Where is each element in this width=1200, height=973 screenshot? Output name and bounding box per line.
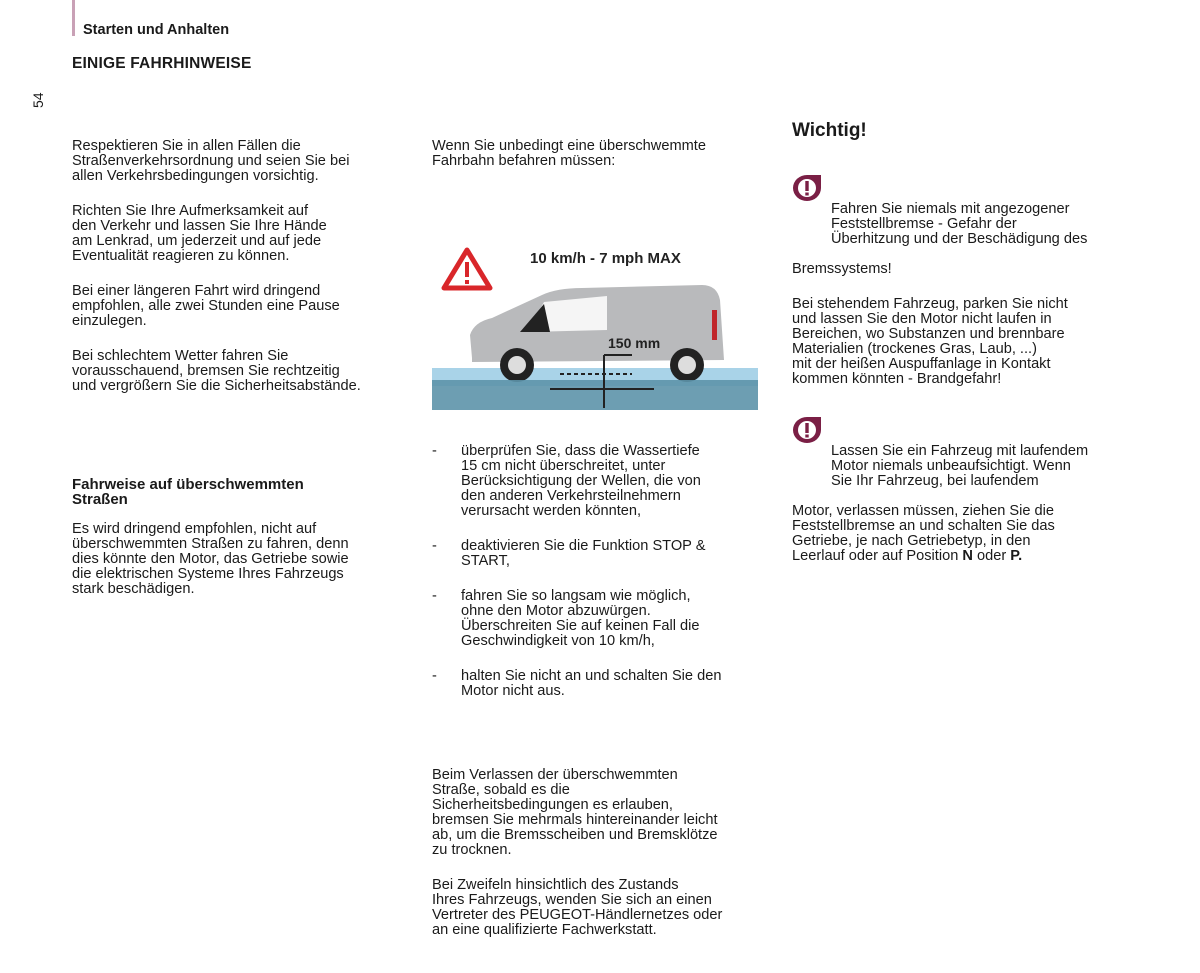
chapter-marker-bar (72, 0, 75, 36)
list-item (432, 539, 782, 569)
list-item (432, 589, 782, 649)
warning-running-engine (792, 414, 1152, 579)
warning-text-rest: Motor, verlassen müssen, ziehen Sie die Feststellbremse an und schalten Sie das Getriebe, je nach Getriebetyp, in den Leerlauf oder auf Position (792, 503, 1055, 564)
middle-column (432, 124, 782, 973)
flood-heading: Fahrweise auf überschwemmten Straßen (72, 476, 304, 508)
page-number: 54 (30, 92, 46, 108)
list-item-text: fahren Sie so langsam wie möglich, ohne den Motor abzuwürgen. Überschreiten Sie auf keinen Fall die Geschwindigkeit von 10 km/h, (461, 588, 700, 649)
warning-text-cont (792, 504, 1152, 564)
list-item-text: halten Sie nicht an und schalten Sie den Motor nicht aus. (461, 668, 722, 699)
section-title: Starten und Anhalten (83, 22, 230, 38)
important-heading: Wichtig! (792, 120, 867, 141)
intro-column (72, 124, 422, 414)
warning-exclamation-icon (792, 174, 822, 202)
list-item (432, 444, 782, 519)
list-item (432, 669, 782, 699)
flood-text: Es wird dringend empfohlen, nicht auf überschwemmten Straßen zu fahren, denn dies könnte den Motor, das Getriebe sowie die elektrischen Systeme Ihres Fahrzeugs stark beschädigen. (72, 521, 349, 597)
warning-exclamation-icon (792, 416, 822, 444)
warning-triangle-icon (444, 250, 490, 288)
list-marker: - (432, 443, 437, 459)
paragraph: Respektieren Sie in allen Fällen die Straßenverkehrsordnung und seien Sie bei allen Verkehrsbedingungen vorsichtig. (72, 138, 350, 184)
list-marker: - (432, 538, 437, 554)
flood-instructions-list (432, 429, 782, 719)
list-item-text: deaktivieren Sie die Funktion STOP & START, (461, 538, 706, 569)
paragraph: Bei stehendem Fahrzeug, parken Sie nicht und lassen Sie den Motor nicht laufen in Bereichen, wo Substanzen und brennbare Materialien (trockenes Gras, Laub, ...) mit der heißen Auspuffanlage in Kontakt kommen könnten - Brandgefahr! (792, 296, 1068, 387)
water-dark (432, 380, 758, 410)
connector-text: oder (972, 548, 1011, 564)
depth-label: 150 mm (608, 335, 661, 351)
page-title: EINIGE FAHRHINWEISE (72, 55, 252, 72)
warning-text: Lassen Sie ein Fahrzeug mit laufendem Motor niemals unbeaufsichtigt. Wenn Sie Ihr Fahrzeug, bei laufendem (831, 443, 1089, 489)
paragraph: Bei einer längeren Fahrt wird dringend empfohlen, alle zwei Stunden eine Pause einzulegen. (72, 283, 340, 329)
paragraph: Richten Sie Ihre Aufmerksamkeit auf den Verkehr und lassen Sie Ihre Hände am Lenkrad, um jederzeit und auf jede Eventualität reagieren zu können. (72, 203, 327, 264)
flooded-road-illustration (432, 225, 758, 395)
warning-text-cont: Bremssystems! (792, 261, 892, 277)
list-item-text: überprüfen Sie, dass die Wassertiefe 15 cm nicht überschreitet, unter Berücksichtigung der Wellen, die von den anderen Verkehrsteilnehmern verursacht werden könnten, (461, 443, 701, 519)
warning-text: Fahren Sie niemals mit angezogener Feststellbremse - Gefahr der Überhitzung und der Beschädigung des (831, 201, 1088, 247)
paragraph: Bei schlechtem Wetter fahren Sie vorausschauend, bremsen Sie rechtzeitig und vergrößern Sie die Sicherheitsabstände. (72, 348, 361, 394)
after-flood-text (432, 753, 782, 958)
gear-position-n: N (962, 548, 973, 564)
list-marker: - (432, 588, 437, 604)
warning-parking-brake (792, 172, 1152, 402)
van-icon (470, 285, 724, 382)
flood-intro: Wenn Sie unbedingt eine überschwemmte Fahrbahn befahren müssen: (432, 138, 706, 169)
flood-section (72, 462, 422, 612)
paragraph: Beim Verlassen der überschwemmten Straße, sobald es die Sicherheitsbedingungen es erlauben, bremsen Sie mehrmals hintereinander leicht ab, um die Bremsscheiben und Bremsklötze zu trocknen. (432, 767, 718, 858)
speed-limit-label: 10 km/h - 7 mph MAX (530, 250, 681, 267)
list-marker: - (432, 668, 437, 684)
paragraph: Bei Zweifeln hinsichtlich des Zustands Ihres Fahrzeugs, wenden Sie sich an einen Vertreter des PEUGEOT-Händlernetzes oder an eine qualifizierte Fachwerkstatt. (432, 877, 723, 938)
gear-position-p: P. (1010, 548, 1023, 564)
